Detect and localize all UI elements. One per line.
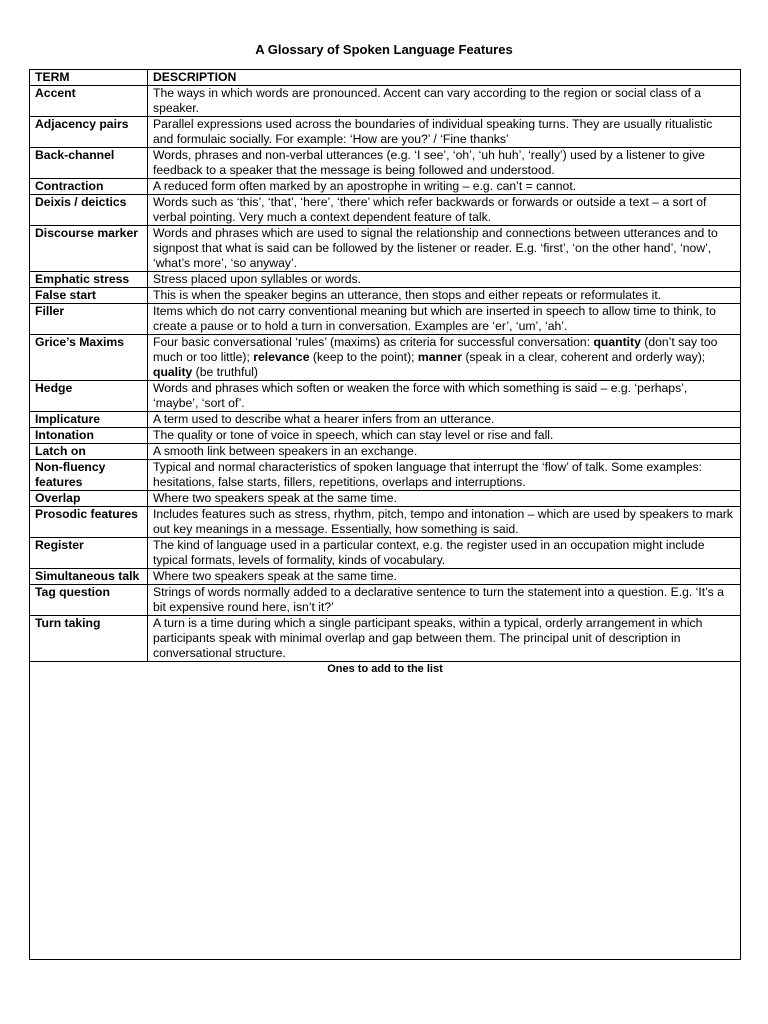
description-segment: A term used to describe what a hearer infers from an utterance. xyxy=(153,412,495,426)
description-cell xyxy=(148,226,741,272)
description-segment: Items which do not carry conventional meaning but which are inserted in speech to allow time to think, to create a pause or to hold a turn in conversation. Examples are ‘er’, ‘um’, ‘ah’. xyxy=(153,304,716,333)
add-to-list-box xyxy=(29,662,741,960)
table-row xyxy=(30,272,741,288)
term-cell: Back-channel xyxy=(30,148,148,179)
table-row xyxy=(30,569,741,585)
description-cell xyxy=(148,444,741,460)
description-cell xyxy=(148,616,741,662)
term-cell: Tag question xyxy=(30,585,148,616)
term-cell: Discourse marker xyxy=(30,226,148,272)
description-segment: Typical and normal characteristics of spoken language that interrupt the ‘flow’ of talk. Some examples: hesitations, false starts, fillers, repetitions, overlaps and interruptions. xyxy=(153,460,702,489)
description-cell xyxy=(148,412,741,428)
term-cell: False start xyxy=(30,288,148,304)
description-segment: The ways in which words are pronounced. Accent can vary according to the region or social class of a speaker. xyxy=(153,86,702,115)
description-segment: Words and phrases which are used to signal the relationship and connections between utterances and to signpost that what is said can be followed by the listener or reader. E.g. ‘first’, ‘on the other hand’, ‘now’, ‘what’s more’, ‘so anyway’. xyxy=(153,226,718,270)
description-segment: Includes features such as stress, rhythm, pitch, tempo and intonation – which are used by speakers to mark out key meanings in a message. Essentially, how something is said. xyxy=(153,507,733,536)
table-row xyxy=(30,585,741,616)
description-cell xyxy=(148,507,741,538)
term-cell: Prosodic features xyxy=(30,507,148,538)
table-row xyxy=(30,460,741,491)
description-cell xyxy=(148,428,741,444)
description-segment: Words, phrases and non-verbal utterances (e.g. ‘I see’, ‘oh’, ‘uh huh’, ‘really’) used by a listener to give feedback to a speaker that the message is being followed and understood. xyxy=(153,148,705,177)
description-bold-segment: relevance xyxy=(253,350,310,364)
description-cell xyxy=(148,335,741,381)
term-cell: Register xyxy=(30,538,148,569)
description-column-header: DESCRIPTION xyxy=(148,70,741,86)
description-cell xyxy=(148,585,741,616)
description-cell xyxy=(148,288,741,304)
description-cell xyxy=(148,381,741,412)
description-segment: The quality or tone of voice in speech, which can stay level or rise and fall. xyxy=(153,428,554,442)
description-cell xyxy=(148,117,741,148)
table-row xyxy=(30,538,741,569)
table-row xyxy=(30,444,741,460)
term-cell: Latch on xyxy=(30,444,148,460)
description-cell xyxy=(148,179,741,195)
table-row xyxy=(30,335,741,381)
table-row xyxy=(30,428,741,444)
term-cell: Contraction xyxy=(30,179,148,195)
term-cell: Intonation xyxy=(30,428,148,444)
term-cell: Non-fluency features xyxy=(30,460,148,491)
term-cell: Overlap xyxy=(30,491,148,507)
description-segment: A smooth link between speakers in an exchange. xyxy=(153,444,418,458)
term-cell: Hedge xyxy=(30,381,148,412)
table-header-row xyxy=(30,70,741,86)
description-segment: A reduced form often marked by an apostrophe in writing – e.g. can’t = cannot. xyxy=(153,179,577,193)
term-cell: Grice’s Maxims xyxy=(30,335,148,381)
term-cell: Deixis / deictics xyxy=(30,195,148,226)
description-cell xyxy=(148,460,741,491)
table-row xyxy=(30,226,741,272)
glossary-table xyxy=(29,69,741,662)
description-segment: (keep to the point); xyxy=(309,350,418,364)
description-segment: Words and phrases which soften or weaken the force with which something is said – e.g. ‘perhaps’, ‘maybe’, ‘sort of’. xyxy=(153,381,688,410)
table-row xyxy=(30,288,741,304)
table-row xyxy=(30,117,741,148)
description-bold-segment: quantity xyxy=(593,335,641,349)
description-segment: This is when the speaker begins an utterance, then stops and either repeats or reformulates it. xyxy=(153,288,662,302)
table-row xyxy=(30,195,741,226)
table-row xyxy=(30,179,741,195)
description-segment: Where two speakers speak at the same time. xyxy=(153,569,397,583)
description-segment: Strings of words normally added to a declarative sentence to turn the statement into a question. E.g. ‘It’s a bit expensive round here, isn’t it?’ xyxy=(153,585,724,614)
description-segment: (don’t say too much or too little); xyxy=(153,335,718,364)
term-cell: Accent xyxy=(30,86,148,117)
table-row xyxy=(30,86,741,117)
glossary-body xyxy=(30,86,741,662)
description-bold-segment: manner xyxy=(417,350,462,364)
term-column-header: TERM xyxy=(30,70,148,86)
table-row xyxy=(30,381,741,412)
table-row xyxy=(30,412,741,428)
description-cell xyxy=(148,491,741,507)
description-cell xyxy=(148,148,741,179)
description-segment: Where two speakers speak at the same time. xyxy=(153,491,397,505)
description-segment: (speak in a clear, coherent and orderly way); xyxy=(461,350,706,364)
term-cell: Adjacency pairs xyxy=(30,117,148,148)
term-cell: Filler xyxy=(30,304,148,335)
description-segment: The kind of language used in a particular context, e.g. the register used in an occupation might include typical formats, levels of formality, kinds of vocabulary. xyxy=(153,538,705,567)
term-cell: Turn taking xyxy=(30,616,148,662)
description-cell xyxy=(148,538,741,569)
table-row xyxy=(30,507,741,538)
add-to-list-label: Ones to add to the list xyxy=(327,663,443,675)
description-cell xyxy=(148,195,741,226)
document-title: A Glossary of Spoken Language Features xyxy=(255,42,513,57)
description-cell xyxy=(148,272,741,288)
description-segment: A turn is a time during which a single participant speaks, within a typical, orderly arrangement in which participants speak with minimal overlap and gap between them. The principal unit of description in conversational structure. xyxy=(153,616,703,660)
table-row xyxy=(30,491,741,507)
description-cell xyxy=(148,569,741,585)
description-segment: Stress placed upon syllables or words. xyxy=(153,272,361,286)
term-cell: Emphatic stress xyxy=(30,272,148,288)
description-bold-segment: quality xyxy=(153,365,193,379)
description-segment: Parallel expressions used across the boundaries of individual speaking turns. They are usually ritualistic and formulaic socially. For example: ‘How are you?’ / ‘Fine thanks’ xyxy=(153,117,713,146)
table-row xyxy=(30,148,741,179)
description-segment: (be truthful) xyxy=(192,365,258,379)
term-cell: Simultaneous talk xyxy=(30,569,148,585)
table-row xyxy=(30,304,741,335)
table-row xyxy=(30,616,741,662)
description-cell xyxy=(148,304,741,335)
description-segment: Words such as ‘this’, ‘that’, ‘here’, ‘there’ which refer backwards or forwards or outside a text – a sort of verbal pointing. Very much a context dependent feature of talk. xyxy=(153,195,707,224)
description-cell xyxy=(148,86,741,117)
term-cell: Implicature xyxy=(30,412,148,428)
description-segment: Four basic conversational ‘rules’ (maxims) as criteria for successful conversation: xyxy=(153,335,594,349)
